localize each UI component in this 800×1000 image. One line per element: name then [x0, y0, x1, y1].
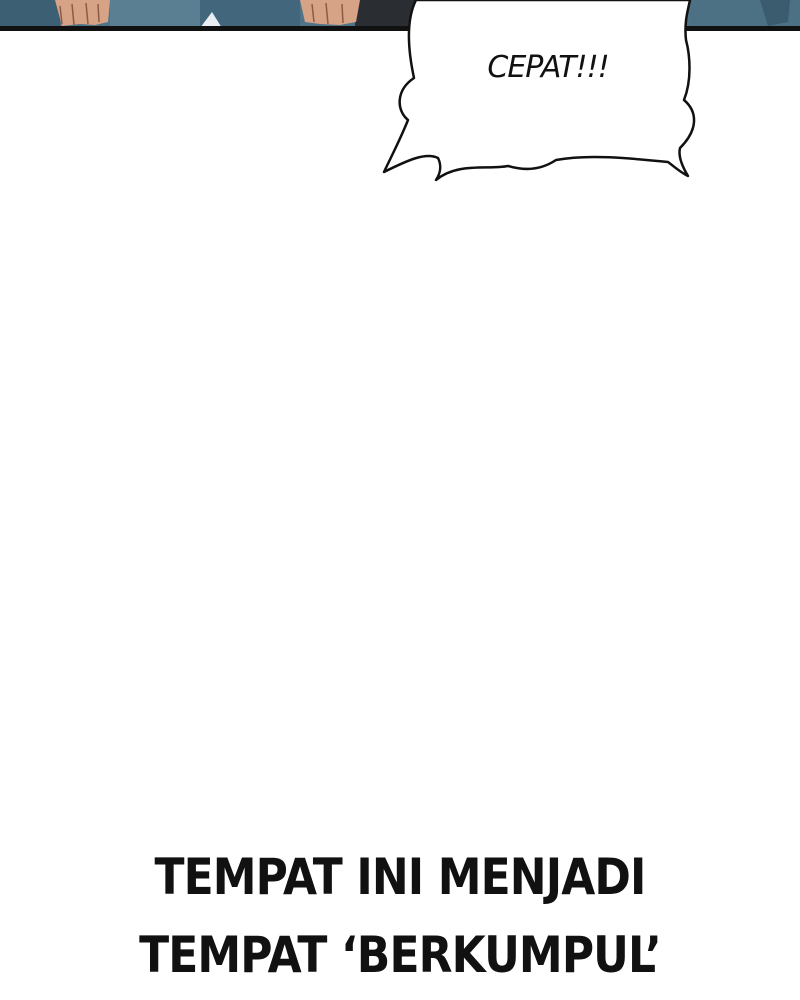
speech-bubble-text: CEPAT!!!	[487, 50, 609, 85]
speech-bubble	[378, 0, 718, 185]
caption-line-1: TEMPAT INI MENJADI	[154, 848, 646, 906]
caption-line-2: TEMPAT ‘BERKUMPUL’	[139, 926, 661, 984]
narration-caption	[48, 838, 752, 994]
